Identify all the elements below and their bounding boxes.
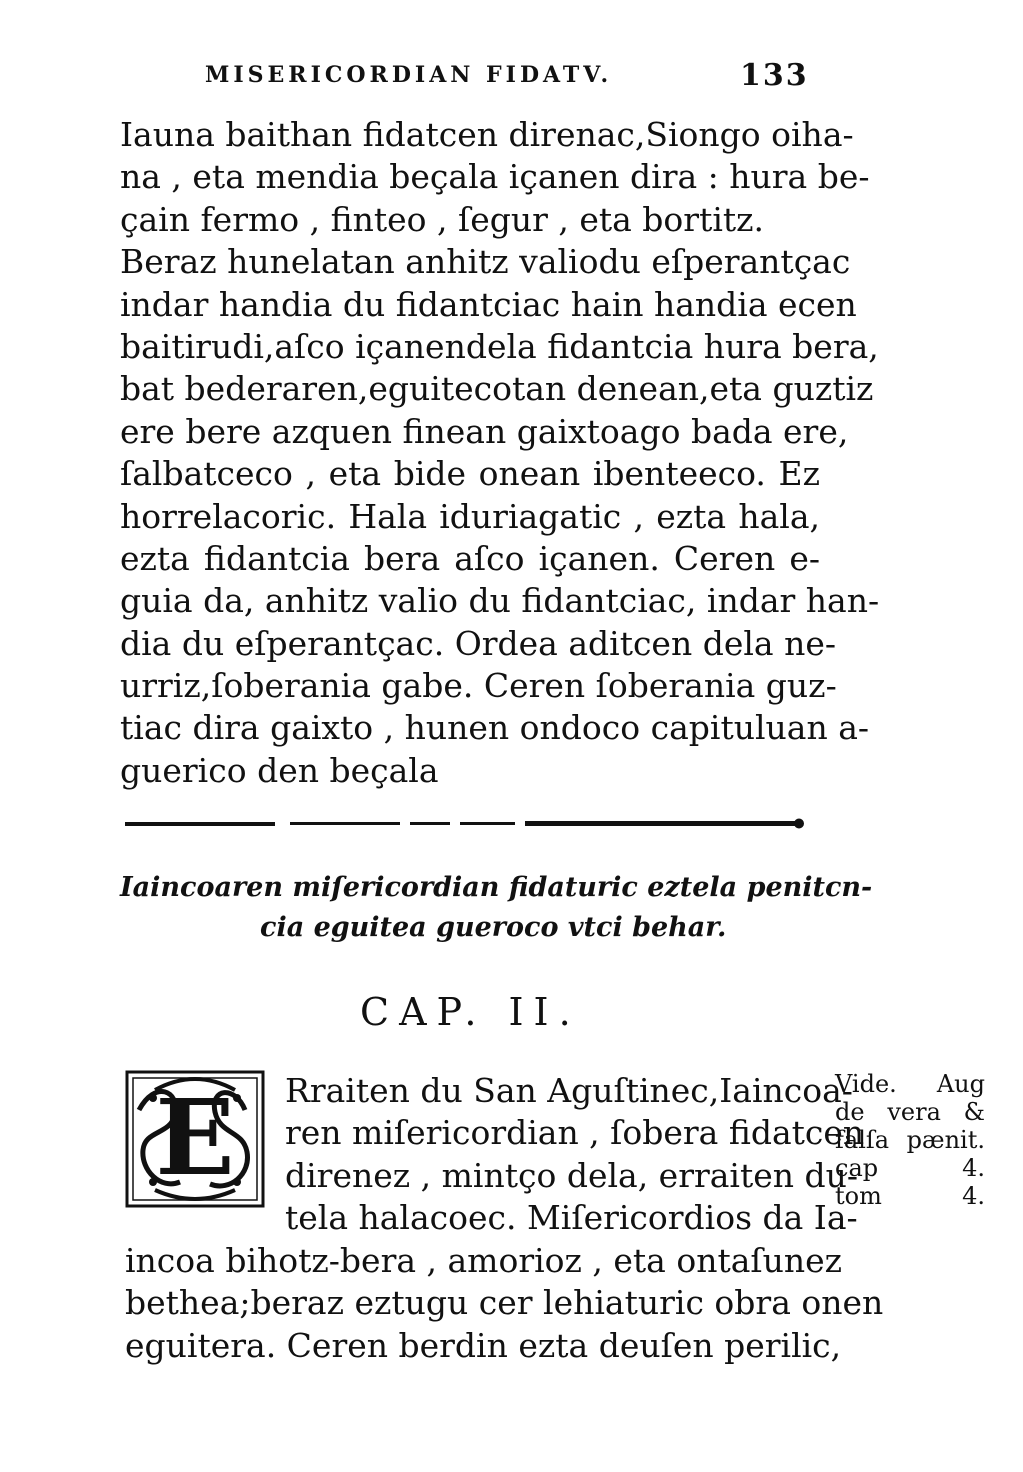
- text-line: direnez , mintço dela, erraiten du-: [285, 1155, 859, 1195]
- text-line: Rraiten du San Aguſtinec,Iaincoa-: [285, 1071, 853, 1110]
- margin-note-line: cap 4.: [835, 1154, 985, 1182]
- text-line: tela halacoec. Miſericordios da Ia-: [285, 1198, 858, 1238]
- text-line: bethea;beraz eztugu cer lehiaturic obra onen: [125, 1283, 884, 1323]
- margin-note-line: Vide. Aug: [835, 1070, 985, 1098]
- decorated-initial: [125, 1070, 265, 1208]
- chapter-heading: CAP. II.: [360, 990, 581, 1034]
- margin-note-line: falſa pænit.: [835, 1126, 985, 1154]
- page-number: 133: [740, 58, 809, 93]
- paragraph-2-full: [125, 1240, 884, 1367]
- text-line: guerico den beçala: [120, 750, 439, 790]
- text-line: Beraz hunelatan anhitz valiodu eſperantçac: [120, 242, 851, 282]
- text-line: incoa bihotz-bera , amorioz , eta ontaſunez: [125, 1241, 843, 1280]
- margin-note-line: tom 4.: [835, 1182, 985, 1210]
- paragraph-1: [120, 114, 880, 792]
- margin-note-line: de vera &: [835, 1098, 985, 1126]
- text-line: baitirudi,aſco içanendela fidantcia hura bera,: [120, 326, 879, 366]
- text-line: Iauna baithan fidatcen direnac,Siongo oiha-: [120, 115, 854, 154]
- text-line: urriz,ſoberania gabe. Ceren ſoberania guz-: [120, 666, 837, 706]
- initial-letter: E: [155, 1076, 235, 1199]
- summary-line: Iaincoaren miſericordian fidaturic eztela penitcn-: [120, 872, 873, 903]
- paragraph-2-indented: [285, 1070, 865, 1240]
- margin-note: [835, 1070, 985, 1210]
- chapter-summary: [110, 868, 873, 948]
- text-line: ere bere azquen finean gaixtoago bada ere,: [120, 411, 849, 451]
- running-title: MISERICORDIAN FIDATV.: [205, 62, 613, 88]
- text-line: eguitera. Ceren berdin ezta deuſen perilic,: [125, 1325, 842, 1365]
- text-line: tiac dira gaixto , hunen ondoco capituluan a-: [120, 708, 870, 748]
- text-line: ezta fidantcia bera aſco içanen. Ceren e-: [120, 538, 820, 578]
- running-head: [205, 58, 809, 98]
- text-line: na , eta mendia beçala içanen dira : hura be-: [120, 157, 870, 197]
- ornamental-rule: [125, 817, 805, 831]
- text-line: guia da, anhitz valio du fidantciac, indar han-: [120, 581, 880, 621]
- summary-line: cia eguitea gueroco vtci behar.: [260, 912, 727, 943]
- text-line: ren miſericordian , ſobera fidatcen: [285, 1113, 865, 1153]
- text-line: dia du eſperantçac. Ordea aditcen dela ne-: [120, 623, 837, 663]
- text-line: bat bederaren,eguitecotan denean,eta guztiz: [120, 369, 874, 409]
- text-line: çain fermo , finteo , ſegur , eta bortitz.: [120, 199, 765, 239]
- text-line: indar handia du fidantciac hain handia ecen: [120, 284, 857, 324]
- rule-icon: [125, 817, 805, 831]
- text-line: horrelacoric. Hala iduriagatic , ezta hala,: [120, 496, 820, 536]
- text-line: ſalbatceco , eta bide onean ibenteeco. Ez: [120, 454, 820, 494]
